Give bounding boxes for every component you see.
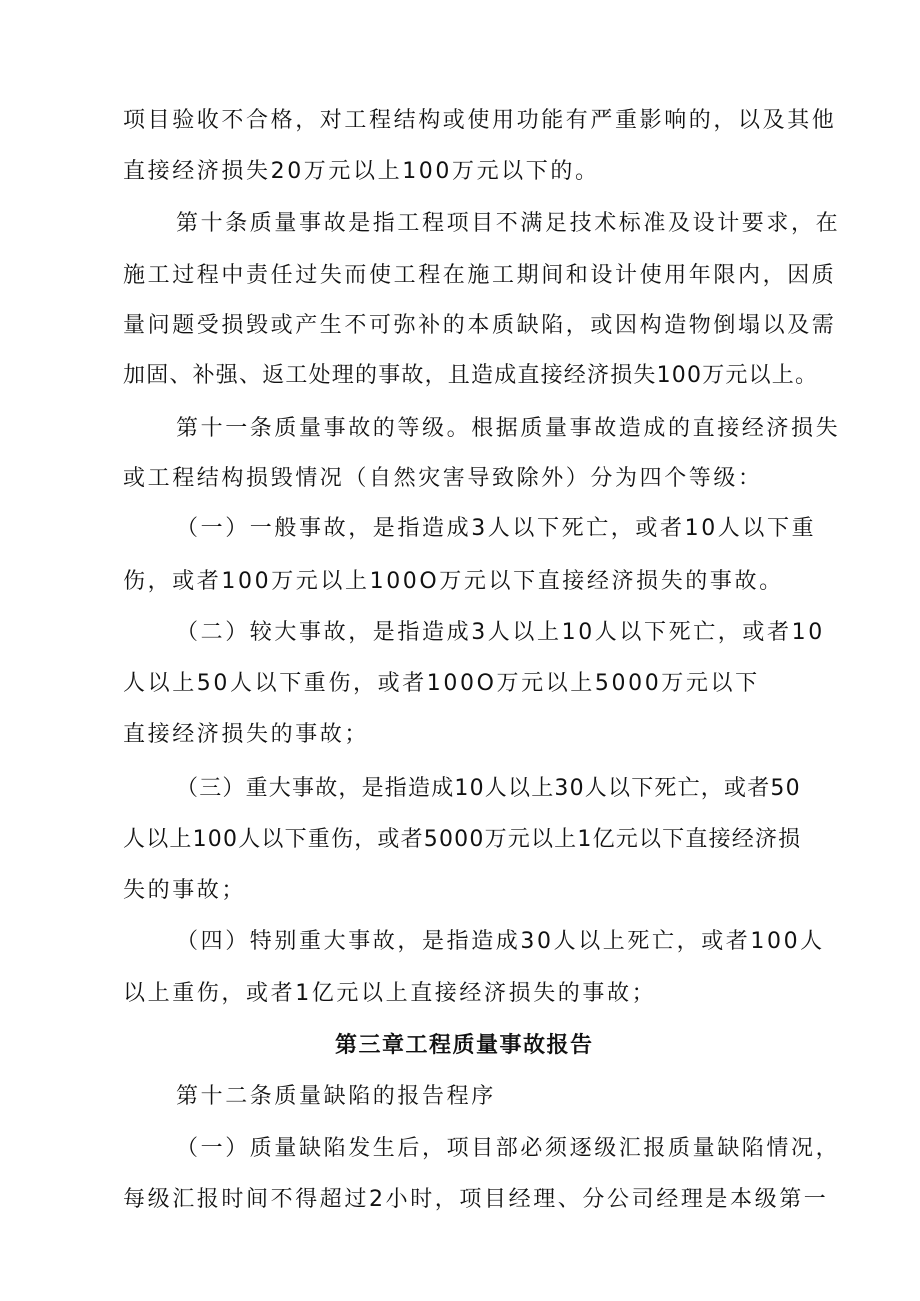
text-line-9: （一）一般事故，是指造成3人以下死亡，或者10人以下重 (176, 516, 817, 541)
text-line-6: 加固、补强、返工处理的事故，且造成直接经济损失100万元以上。 (123, 363, 819, 388)
chapter-title: 第三章工程质量事故报告 (335, 1033, 594, 1058)
text-line-11: （二）较大事故，是指造成3人以上10人以下死亡，或者10 (176, 620, 825, 645)
text-line-12: 人以上50人以下重伤，或者100O万元以上5000万元以下 (123, 671, 760, 696)
text-line-16: 失的事故； (123, 878, 247, 903)
text-line-8: 或工程结构损毁情况（自然灾害导致除外）分为四个等级： (123, 466, 763, 491)
text-line-1: 项目验收不合格，对工程结构或使用功能有严重影响的，以及其他 (123, 108, 837, 133)
text-line-20: 第十二条质量缺陷的报告程序 (176, 1084, 496, 1109)
text-line-5: 量问题受损毁或产生不可弥补的本质缺陷，或因构造物倒塌以及需 (123, 313, 837, 338)
text-line-7: 第十一条质量事故的等级。根据质量事故造成的直接经济损失 (176, 416, 841, 441)
text-line-14: （三）重大事故，是指造成10人以上30人以下死亡，或者50 (176, 776, 801, 801)
text-line-22: 每级汇报时间不得超过2小时，项目经理、分公司经理是本级第一 (123, 1187, 829, 1212)
text-line-18: 以上重伤，或者1亿元以上直接经济损失的事故； (123, 981, 657, 1006)
text-line-3: 第十条质量事故是指工程项目不满足技术标准及设计要求，在 (176, 211, 841, 236)
text-line-2: 直接经济损失20万元以上100万元以下的。 (123, 159, 600, 184)
text-line-21: （一）质量缺陷发生后，项目部必须逐级汇报质量缺陷情况， (176, 1136, 841, 1161)
text-line-15: 人以上100人以下重伤，或者5000万元以上1亿元以下直接经济损 (123, 827, 802, 852)
text-line-13: 直接经济损失的事故； (123, 722, 370, 747)
text-line-17: （四）特别重大事故，是指造成30人以上死亡，或者100人 (176, 929, 825, 954)
text-line-4: 施工过程中责任过失而使工程在施工期间和设计使用年限内，因质 (123, 263, 837, 288)
text-line-10: 伤，或者100万元以上100O万元以下直接经济损失的事故。 (123, 569, 784, 594)
